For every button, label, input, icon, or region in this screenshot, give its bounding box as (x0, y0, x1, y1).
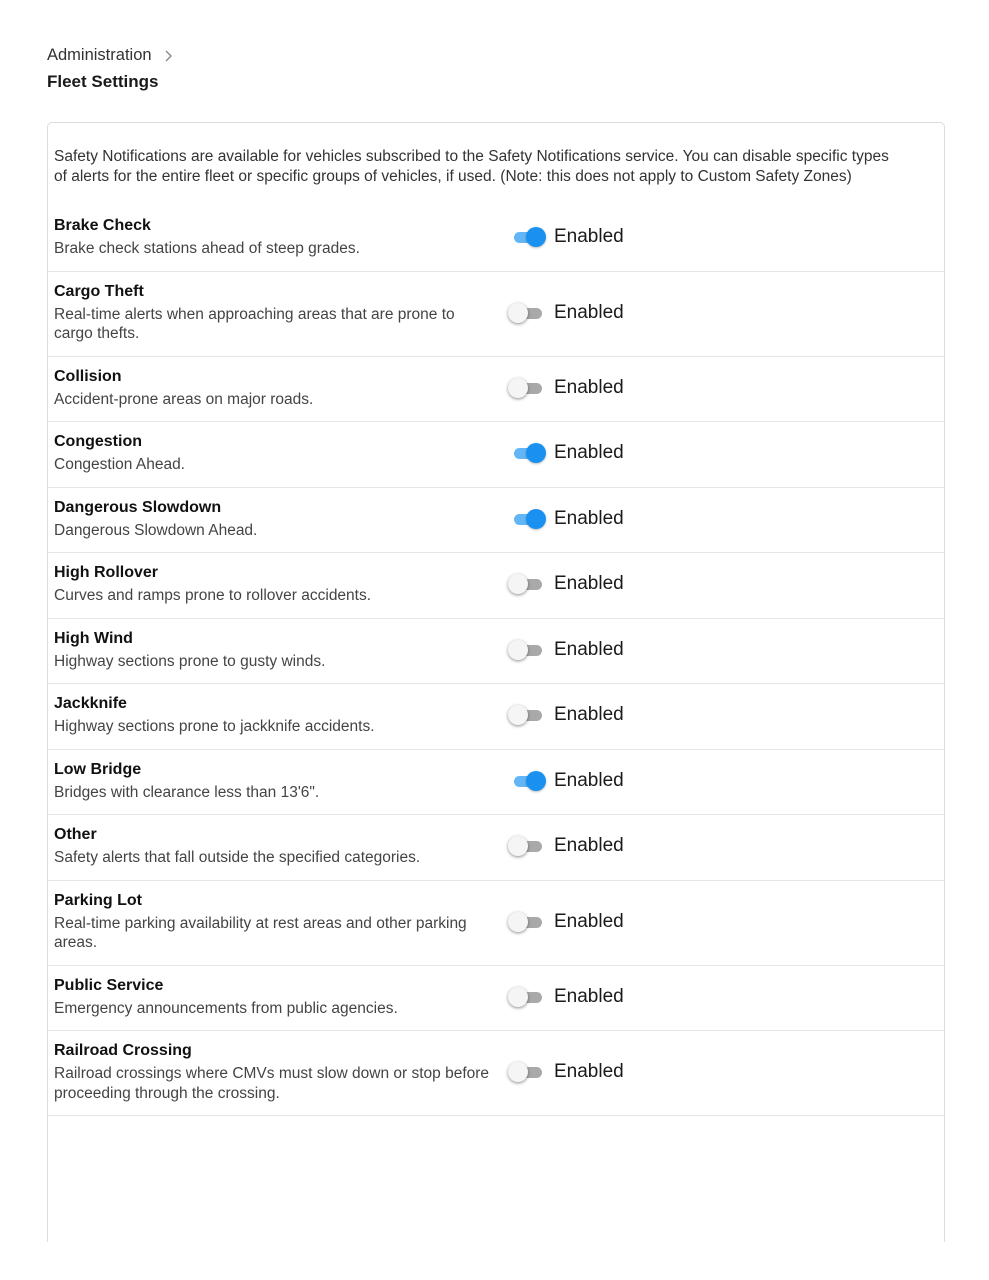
alert-description: Dangerous Slowdown Ahead. (54, 521, 258, 539)
chevron-right-icon (164, 49, 174, 63)
alert-description: Emergency announcements from public agencies. (54, 999, 398, 1017)
alert-info (54, 1041, 500, 1103)
alert-row-collision (48, 357, 944, 423)
toggle-label: Enabled (554, 638, 624, 660)
intro-text: Safety Notifications are available for vehicles subscribed to the Safety Notifications service. You can disable specific types of alerts for the entire fleet or specific groups of vehicles, if used. (Note: this does not apply to Custom Safety Zones) (54, 148, 889, 185)
alert-description: Highway sections prone to gusty winds. (54, 652, 326, 670)
alert-info (54, 891, 500, 953)
high-wind-toggle[interactable] (512, 639, 544, 661)
toggle-control (512, 302, 624, 324)
breadcrumb (47, 46, 174, 65)
other-toggle[interactable] (512, 835, 544, 857)
alert-info (54, 498, 500, 541)
toggle-knob (526, 509, 546, 529)
public-service-toggle[interactable] (512, 986, 544, 1008)
railroad-crossing-toggle[interactable] (512, 1061, 544, 1083)
toggle-label: Enabled (554, 226, 624, 248)
toggle-label: Enabled (554, 507, 624, 529)
alert-description: Real-time alerts when approaching areas that are prone to cargo thefts. (54, 305, 455, 342)
toggle-control (512, 573, 624, 595)
high-rollover-toggle[interactable] (512, 573, 544, 595)
toggle-label: Enabled (554, 301, 624, 323)
alert-info (54, 760, 500, 803)
toggle-knob (508, 574, 528, 594)
collision-toggle[interactable] (512, 377, 544, 399)
alert-row-low-bridge (48, 750, 944, 816)
alert-info (54, 976, 500, 1019)
toggle-knob (508, 836, 528, 856)
toggle-control (512, 639, 624, 661)
alert-name: Jackknife (54, 695, 127, 712)
toggle-knob (508, 303, 528, 323)
toggle-control (512, 986, 624, 1008)
toggle-label: Enabled (554, 835, 624, 857)
toggle-knob (526, 227, 546, 247)
alert-name: Dangerous Slowdown (54, 498, 222, 516)
jackknife-toggle[interactable] (512, 704, 544, 726)
toggle-knob (508, 640, 528, 660)
page-title: Fleet Settings (47, 72, 159, 91)
toggle-control (512, 1061, 624, 1083)
alert-row-other (48, 815, 944, 881)
alert-list (48, 206, 944, 1116)
toggle-control (512, 442, 624, 464)
toggle-control (512, 704, 624, 726)
alert-info (54, 282, 500, 344)
toggle-label: Enabled (554, 910, 624, 932)
toggle-control (512, 508, 624, 530)
parking-lot-toggle[interactable] (512, 911, 544, 933)
alert-info (54, 694, 500, 737)
alert-description: Congestion Ahead. (54, 456, 185, 473)
toggle-knob (508, 1062, 528, 1082)
safety-notifications-panel (47, 122, 945, 1242)
alert-description: Brake check stations ahead of steep grades. (54, 240, 360, 257)
alert-description: Highway sections prone to jackknife accidents. (54, 718, 375, 735)
alert-description: Real-time parking availability at rest areas and other parking areas. (54, 914, 467, 951)
alert-description: Accident-prone areas on major roads. (54, 390, 314, 408)
alert-row-public-service (48, 966, 944, 1032)
alert-row-cargo-theft (48, 272, 944, 357)
alert-description: Curves and ramps prone to rollover accidents. (54, 587, 372, 604)
alert-row-parking-lot (48, 881, 944, 966)
breadcrumb-link-administration[interactable]: Administration (47, 46, 152, 64)
toggle-label: Enabled (554, 1061, 624, 1082)
toggle-label: Enabled (554, 704, 624, 726)
cargo-theft-toggle[interactable] (512, 302, 544, 324)
alert-name: High Wind (54, 629, 133, 647)
alert-name: Other (54, 826, 97, 843)
alert-name: Public Service (54, 976, 164, 994)
alert-info (54, 629, 500, 672)
alert-info (54, 216, 500, 259)
dangerous-slowdown-toggle[interactable] (512, 508, 544, 530)
low-bridge-toggle[interactable] (512, 770, 544, 792)
toggle-control (512, 911, 624, 933)
alert-info (54, 825, 500, 868)
alert-name: Cargo Theft (54, 282, 144, 300)
toggle-knob (508, 705, 528, 725)
toggle-control (512, 226, 624, 248)
alert-row-congestion (48, 422, 944, 488)
alert-name: Collision (54, 367, 122, 385)
alert-name: High Rollover (54, 564, 159, 581)
alert-name: Parking Lot (54, 891, 143, 909)
toggle-control (512, 377, 624, 399)
alert-row-brake-check (48, 206, 944, 272)
alert-info (54, 367, 500, 410)
toggle-knob (508, 987, 528, 1007)
toggle-knob (526, 443, 546, 463)
toggle-knob (508, 378, 528, 398)
alert-description: Bridges with clearance less than 13'6". (54, 783, 320, 801)
toggle-label: Enabled (554, 573, 624, 595)
toggle-knob (508, 912, 528, 932)
alert-name: Brake Check (54, 217, 151, 234)
alert-row-high-rollover (48, 553, 944, 619)
toggle-label: Enabled (554, 769, 624, 791)
congestion-toggle[interactable] (512, 442, 544, 464)
toggle-label: Enabled (554, 376, 624, 398)
brake-check-toggle[interactable] (512, 226, 544, 248)
alert-row-high-wind (48, 619, 944, 685)
alert-row-jackknife (48, 684, 944, 750)
alert-name: Railroad Crossing (54, 1042, 192, 1059)
toggle-label: Enabled (554, 442, 624, 464)
toggle-knob (526, 771, 546, 791)
alert-row-dangerous-slowdown (48, 488, 944, 554)
alert-description: Safety alerts that fall outside the specified categories. (54, 849, 421, 866)
toggle-control (512, 835, 624, 857)
alert-info (54, 432, 500, 475)
alert-name: Low Bridge (54, 760, 142, 778)
alert-info (54, 563, 500, 606)
alert-row-railroad-crossing (48, 1031, 944, 1116)
alert-description: Railroad crossings where CMVs must slow down or stop before proceeding through the crossing. (54, 1065, 490, 1102)
toggle-control (512, 770, 624, 792)
alert-name: Congestion (54, 433, 142, 450)
toggle-label: Enabled (554, 985, 624, 1007)
